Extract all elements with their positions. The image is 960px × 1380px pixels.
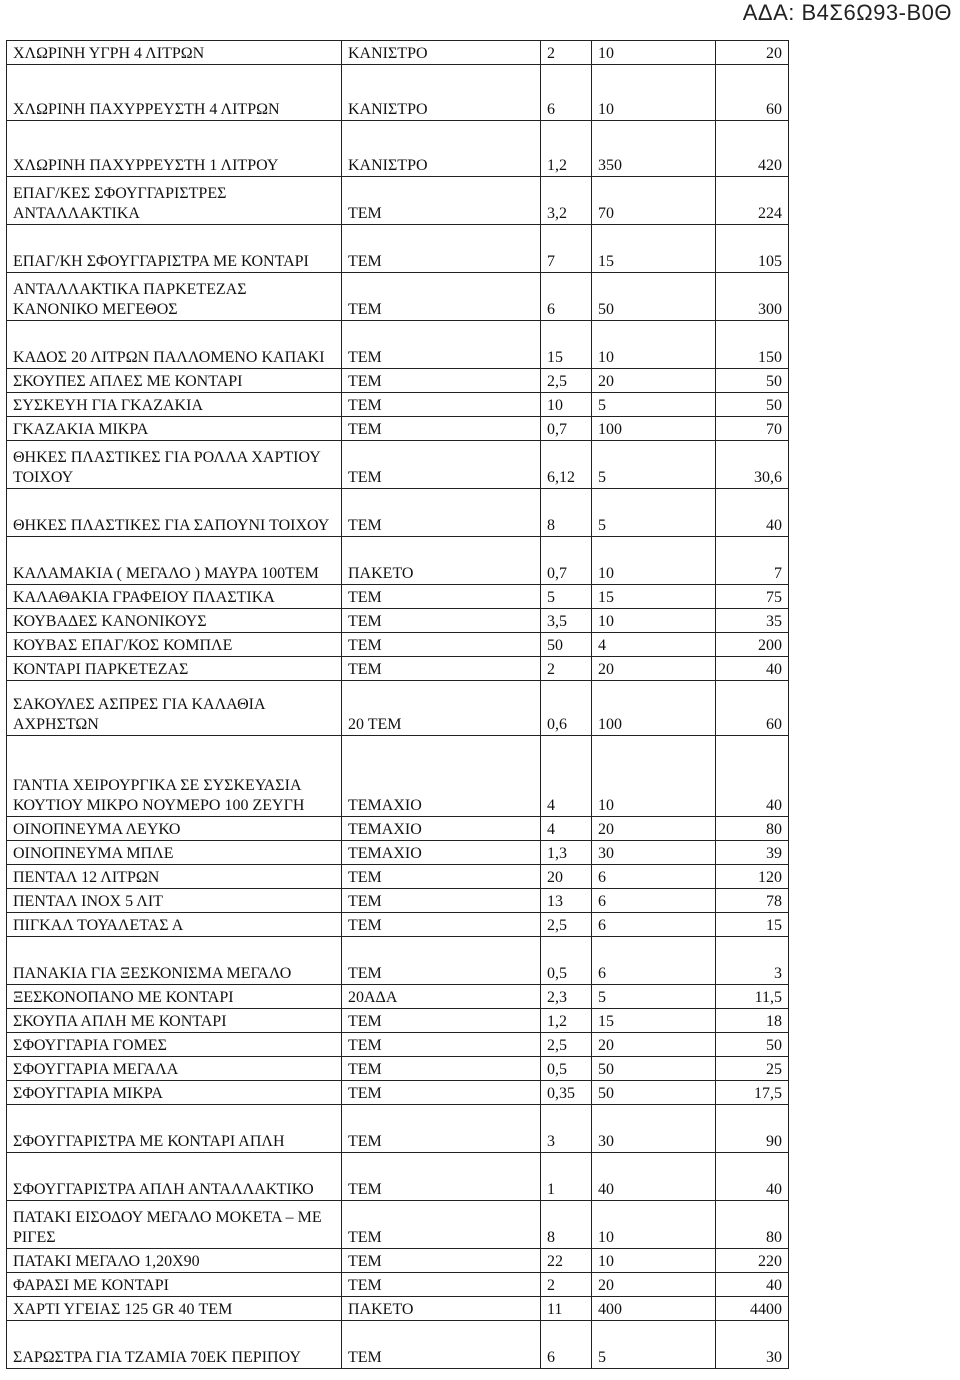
quantity-cell: 30 — [592, 1105, 716, 1153]
item-name-cell: ΣΚΟΥΠΕΣ ΑΠΛΕΣ ΜΕ ΚΟΝΤΑΡΙ — [7, 369, 342, 393]
item-name-cell: ΠΙΓΚΑΛ ΤΟΥΑΛΕΤΑΣ Α — [7, 913, 342, 937]
total-cell: 4400 — [716, 1297, 789, 1321]
unit-price-cell: 0,5 — [541, 1057, 592, 1081]
unit-cell: ΤΕΜ — [342, 657, 541, 681]
item-name-cell: ΚΟΥΒΑΣ ΕΠΑΓ/ΚΟΣ ΚΟΜΠΛΕ — [7, 633, 342, 657]
quantity-cell: 5 — [592, 985, 716, 1009]
item-name-cell: ΠΑΤΑΚΙ ΕΙΣΟΔΟΥ ΜΕΓΑΛΟ ΜΟΚΕΤΑ – ΜΕ ΡΙΓΕΣ — [7, 1201, 342, 1249]
unit-cell: ΤΕΜ — [342, 1153, 541, 1201]
item-name-cell: ΚΟΝΤΑΡΙ ΠΑΡΚΕΤΕΖΑΣ — [7, 657, 342, 681]
unit-cell: ΤΕΜ — [342, 913, 541, 937]
quantity-cell: 10 — [592, 537, 716, 585]
unit-price-cell: 50 — [541, 633, 592, 657]
unit-price-cell: 10 — [541, 393, 592, 417]
unit-cell: ΤΕΜ — [342, 225, 541, 273]
unit-cell: ΤΕΜ — [342, 393, 541, 417]
unit-cell: ΤΕΜ — [342, 1081, 541, 1105]
quantity-cell: 10 — [592, 321, 716, 369]
unit-price-cell: 4 — [541, 736, 592, 817]
unit-price-cell: 0,7 — [541, 417, 592, 441]
table-row — [7, 1105, 789, 1153]
table-row — [7, 321, 789, 369]
total-cell: 30,6 — [716, 441, 789, 489]
item-name-cell: ΚΑΔΟΣ 20 ΛΙΤΡΩΝ ΠΑΛΛΟΜΕΝΟ ΚΑΠΑΚΙ — [7, 321, 342, 369]
quantity-cell: 50 — [592, 273, 716, 321]
item-name-cell: ΧΛΩΡΙΝΗ ΠΑΧΥΡΡΕΥΣΤΗ 1 ΛΙΤΡΟΥ — [7, 121, 342, 177]
unit-cell: ΚΑΝΙΣΤΡΟ — [342, 121, 541, 177]
unit-cell: ΤΕΜ — [342, 633, 541, 657]
unit-price-cell: 2 — [541, 1273, 592, 1297]
unit-cell: ΤΕΜΑΧΙΟ — [342, 841, 541, 865]
total-cell: 25 — [716, 1057, 789, 1081]
table-row — [7, 369, 789, 393]
inventory-table-body — [7, 41, 789, 1369]
quantity-cell: 20 — [592, 817, 716, 841]
table-row — [7, 913, 789, 937]
unit-cell: ΤΕΜ — [342, 321, 541, 369]
table-row — [7, 1081, 789, 1105]
unit-cell: ΠΑΚΕΤΟ — [342, 1297, 541, 1321]
total-cell: 39 — [716, 841, 789, 865]
item-name-cell: ΣΦΟΥΓΓΑΡΙΣΤΡΑ ΜΕ ΚΟΝΤΑΡΙ ΑΠΛΗ — [7, 1105, 342, 1153]
unit-cell: ΤΕΜ — [342, 273, 541, 321]
total-cell: 200 — [716, 633, 789, 657]
unit-cell: ΤΕΜ — [342, 1057, 541, 1081]
table-row — [7, 889, 789, 913]
table-row — [7, 681, 789, 736]
unit-cell: ΤΕΜ — [342, 417, 541, 441]
table-row — [7, 633, 789, 657]
table-row — [7, 393, 789, 417]
unit-price-cell: 1,2 — [541, 121, 592, 177]
unit-price-cell: 13 — [541, 889, 592, 913]
quantity-cell: 6 — [592, 913, 716, 937]
total-cell: 420 — [716, 121, 789, 177]
table-row — [7, 609, 789, 633]
total-cell: 70 — [716, 417, 789, 441]
unit-cell: ΤΕΜ — [342, 369, 541, 393]
item-name-cell: ΠΑΝΑΚΙΑ ΓΙΑ ΞΕΣΚΟΝΙΣΜΑ ΜΕΓΑΛΟ — [7, 937, 342, 985]
quantity-cell: 400 — [592, 1297, 716, 1321]
table-row — [7, 585, 789, 609]
table-row — [7, 1153, 789, 1201]
unit-cell: ΤΕΜ — [342, 1105, 541, 1153]
table-row — [7, 736, 789, 817]
quantity-cell: 10 — [592, 65, 716, 121]
unit-price-cell: 0,6 — [541, 681, 592, 736]
table-row — [7, 489, 789, 537]
unit-cell: ΤΕΜ — [342, 1201, 541, 1249]
total-cell: 75 — [716, 585, 789, 609]
unit-price-cell: 0,5 — [541, 937, 592, 985]
total-cell: 40 — [716, 1153, 789, 1201]
unit-cell: ΤΕΜ — [342, 1273, 541, 1297]
unit-price-cell: 4 — [541, 817, 592, 841]
total-cell: 60 — [716, 681, 789, 736]
total-cell: 60 — [716, 65, 789, 121]
table-row — [7, 1249, 789, 1273]
quantity-cell: 20 — [592, 1273, 716, 1297]
quantity-cell: 100 — [592, 417, 716, 441]
total-cell: 30 — [716, 1321, 789, 1369]
unit-price-cell: 6,12 — [541, 441, 592, 489]
total-cell: 40 — [716, 657, 789, 681]
quantity-cell: 100 — [592, 681, 716, 736]
item-name-cell: ΑΝΤΑΛΛΑΚΤΙΚΑ ΠΑΡΚΕΤΕΖΑΣ ΚΑΝΟΝΙΚΟ ΜΕΓΕΘΟΣ — [7, 273, 342, 321]
unit-cell: ΤΕΜΑΧΙΟ — [342, 736, 541, 817]
unit-price-cell: 8 — [541, 489, 592, 537]
unit-cell: ΤΕΜ — [342, 1033, 541, 1057]
table-row — [7, 1033, 789, 1057]
table-row — [7, 1201, 789, 1249]
unit-price-cell: 0,7 — [541, 537, 592, 585]
unit-price-cell: 11 — [541, 1297, 592, 1321]
unit-cell: ΤΕΜ — [342, 585, 541, 609]
unit-cell: ΤΕΜ — [342, 489, 541, 537]
table-row — [7, 1009, 789, 1033]
quantity-cell: 10 — [592, 1201, 716, 1249]
item-name-cell: ΚΑΛΑΘΑΚΙΑ ΓΡΑΦΕΙΟΥ ΠΛΑΣΤΙΚΑ — [7, 585, 342, 609]
quantity-cell: 4 — [592, 633, 716, 657]
quantity-cell: 15 — [592, 585, 716, 609]
quantity-cell: 6 — [592, 889, 716, 913]
item-name-cell: ΟΙΝΟΠΝΕΥΜΑ ΜΠΛΕ — [7, 841, 342, 865]
total-cell: 50 — [716, 369, 789, 393]
item-name-cell: ΣΦΟΥΓΓΑΡΙΑ ΜΕΓΑΛΑ — [7, 1057, 342, 1081]
unit-cell: ΤΕΜ — [342, 865, 541, 889]
quantity-cell: 6 — [592, 937, 716, 985]
unit-price-cell: 2,3 — [541, 985, 592, 1009]
table-row — [7, 441, 789, 489]
table-row — [7, 121, 789, 177]
total-cell: 300 — [716, 273, 789, 321]
unit-cell: ΤΕΜ — [342, 1249, 541, 1273]
item-name-cell: ΓΚΑΖΑΚΙΑ ΜΙΚΡΑ — [7, 417, 342, 441]
unit-cell: 20 ΤΕΜ — [342, 681, 541, 736]
item-name-cell: ΟΙΝΟΠΝΕΥΜΑ ΛΕΥΚΟ — [7, 817, 342, 841]
table-row — [7, 865, 789, 889]
quantity-cell: 5 — [592, 489, 716, 537]
unit-price-cell: 2 — [541, 657, 592, 681]
total-cell: 18 — [716, 1009, 789, 1033]
item-name-cell: ΓΑΝΤΙΑ ΧΕΙΡΟΥΡΓΙΚΑ ΣΕ ΣΥΣΚΕΥΑΣΙΑ ΚΟΥΤΙΟΥ ΜΙΚΡΟ ΝΟΥΜΕΡΟ 100 ΖΕΥΓΗ — [7, 736, 342, 817]
total-cell: 40 — [716, 489, 789, 537]
unit-price-cell: 1,3 — [541, 841, 592, 865]
table-row — [7, 985, 789, 1009]
unit-price-cell: 6 — [541, 65, 592, 121]
unit-cell: ΤΕΜ — [342, 937, 541, 985]
item-name-cell: ΣΦΟΥΓΓΑΡΙΑ ΓΟΜΕΣ — [7, 1033, 342, 1057]
ada-code: ΑΔΑ: Β4Σ6Ω93-Β0Θ — [742, 0, 952, 25]
item-name-cell: ΣΚΟΥΠΑ ΑΠΛΗ ΜΕ ΚΟΝΤΑΡΙ — [7, 1009, 342, 1033]
quantity-cell: 15 — [592, 1009, 716, 1033]
unit-price-cell: 1,2 — [541, 1009, 592, 1033]
unit-price-cell: 1 — [541, 1153, 592, 1201]
table-row — [7, 537, 789, 585]
total-cell: 150 — [716, 321, 789, 369]
unit-price-cell: 2,5 — [541, 913, 592, 937]
item-name-cell: ΞΕΣΚΟΝΟΠΑΝΟ ΜΕ ΚΟΝΤΑΡΙ — [7, 985, 342, 1009]
quantity-cell: 5 — [592, 1321, 716, 1369]
total-cell: 105 — [716, 225, 789, 273]
total-cell: 90 — [716, 1105, 789, 1153]
total-cell: 7 — [716, 537, 789, 585]
unit-price-cell: 20 — [541, 865, 592, 889]
unit-price-cell: 15 — [541, 321, 592, 369]
total-cell: 3 — [716, 937, 789, 985]
total-cell: 120 — [716, 865, 789, 889]
item-name-cell: ΚΑΛΑΜΑΚΙΑ ( ΜΕΓΑΛΟ ) ΜΑΥΡΑ 100ΤΕΜ — [7, 537, 342, 585]
quantity-cell: 15 — [592, 225, 716, 273]
total-cell: 40 — [716, 736, 789, 817]
unit-price-cell: 2,5 — [541, 1033, 592, 1057]
inventory-table — [6, 40, 789, 1369]
table-row — [7, 1321, 789, 1369]
unit-price-cell: 6 — [541, 273, 592, 321]
unit-price-cell: 7 — [541, 225, 592, 273]
unit-cell: 20ΑΔΑ — [342, 985, 541, 1009]
unit-price-cell: 8 — [541, 1201, 592, 1249]
item-name-cell: ΕΠΑΓ/ΚΗ ΣΦΟΥΓΓΑΡΙΣΤΡΑ ΜΕ ΚΟΝΤΑΡΙ — [7, 225, 342, 273]
table-row — [7, 841, 789, 865]
unit-price-cell: 0,35 — [541, 1081, 592, 1105]
total-cell: 50 — [716, 1033, 789, 1057]
table-row — [7, 1057, 789, 1081]
item-name-cell: ΣΑΚΟΥΛΕΣ ΑΣΠΡΕΣ ΓΙΑ ΚΑΛΑΘΙΑ ΑΧΡΗΣΤΩΝ — [7, 681, 342, 736]
unit-cell: ΚΑΝΙΣΤΡΟ — [342, 65, 541, 121]
quantity-cell: 6 — [592, 865, 716, 889]
total-cell: 80 — [716, 1201, 789, 1249]
unit-price-cell: 3,5 — [541, 609, 592, 633]
total-cell: 80 — [716, 817, 789, 841]
item-name-cell: ΣΦΟΥΓΓΑΡΙΣΤΡΑ ΑΠΛΗ ΑΝΤΑΛΛΑΚΤΙΚΟ — [7, 1153, 342, 1201]
item-name-cell: ΘΗΚΕΣ ΠΛΑΣΤΙΚΕΣ ΓΙΑ ΡΟΛΛΑ ΧΑΡΤΙΟΥ ΤΟΙΧΟΥ — [7, 441, 342, 489]
table-row — [7, 273, 789, 321]
item-name-cell: ΧΛΩΡΙΝΗ ΥΓΡΗ 4 ΛΙΤΡΩΝ — [7, 41, 342, 65]
item-name-cell: ΚΟΥΒΑΔΕΣ ΚΑΝΟΝΙΚΟΥΣ — [7, 609, 342, 633]
item-name-cell: ΧΑΡΤΙ ΥΓΕΙΑΣ 125 GR 40 ΤΕΜ — [7, 1297, 342, 1321]
unit-cell: ΠΑΚΕΤΟ — [342, 537, 541, 585]
unit-price-cell: 6 — [541, 1321, 592, 1369]
item-name-cell: ΧΛΩΡΙΝΗ ΠΑΧΥΡΡΕΥΣΤΗ 4 ΛΙΤΡΩΝ — [7, 65, 342, 121]
quantity-cell: 30 — [592, 841, 716, 865]
item-name-cell: ΦΑΡΑΣΙ ΜΕ ΚΟΝΤΑΡΙ — [7, 1273, 342, 1297]
total-cell: 15 — [716, 913, 789, 937]
unit-cell: ΤΕΜ — [342, 177, 541, 225]
table-row — [7, 657, 789, 681]
unit-price-cell: 2,5 — [541, 369, 592, 393]
table-row — [7, 41, 789, 65]
table-row — [7, 817, 789, 841]
unit-price-cell: 3 — [541, 1105, 592, 1153]
total-cell: 11,5 — [716, 985, 789, 1009]
table-row — [7, 417, 789, 441]
item-name-cell: ΣΥΣΚΕΥΗ ΓΙΑ ΓΚΑΖΑΚΙΑ — [7, 393, 342, 417]
unit-price-cell: 2 — [541, 41, 592, 65]
total-cell: 220 — [716, 1249, 789, 1273]
item-name-cell: ΠΕΝΤΑΛ 12 ΛΙΤΡΩΝ — [7, 865, 342, 889]
quantity-cell: 20 — [592, 1033, 716, 1057]
quantity-cell: 20 — [592, 369, 716, 393]
quantity-cell: 10 — [592, 41, 716, 65]
quantity-cell: 10 — [592, 609, 716, 633]
item-name-cell: ΣΦΟΥΓΓΑΡΙΑ ΜΙΚΡΑ — [7, 1081, 342, 1105]
total-cell: 224 — [716, 177, 789, 225]
quantity-cell: 70 — [592, 177, 716, 225]
total-cell: 17,5 — [716, 1081, 789, 1105]
item-name-cell: ΠΕΝΤΑΛ ΙΝΟΧ 5 ΛΙΤ — [7, 889, 342, 913]
item-name-cell: ΕΠΑΓ/ΚΕΣ ΣΦΟΥΓΓΑΡΙΣΤΡΕΣ ΑΝΤΑΛΛΑΚΤΙΚΑ — [7, 177, 342, 225]
item-name-cell: ΣΑΡΩΣΤΡΑ ΓΙΑ ΤΖΑΜΙΑ 70ΕΚ ΠΕΡΙΠΟΥ — [7, 1321, 342, 1369]
unit-cell: ΤΕΜ — [342, 441, 541, 489]
quantity-cell: 5 — [592, 393, 716, 417]
total-cell: 78 — [716, 889, 789, 913]
unit-cell: ΤΕΜ — [342, 889, 541, 913]
item-name-cell: ΘΗΚΕΣ ΠΛΑΣΤΙΚΕΣ ΓΙΑ ΣΑΠΟΥΝΙ ΤΟΙΧΟΥ — [7, 489, 342, 537]
unit-price-cell: 3,2 — [541, 177, 592, 225]
unit-cell: ΤΕΜΑΧΙΟ — [342, 817, 541, 841]
total-cell: 50 — [716, 393, 789, 417]
unit-cell: ΚΑΝΙΣΤΡΟ — [342, 41, 541, 65]
quantity-cell: 50 — [592, 1081, 716, 1105]
table-row — [7, 1273, 789, 1297]
quantity-cell: 20 — [592, 657, 716, 681]
item-name-cell: ΠΑΤΑΚΙ ΜΕΓΑΛΟ 1,20Χ90 — [7, 1249, 342, 1273]
table-row — [7, 225, 789, 273]
total-cell: 40 — [716, 1273, 789, 1297]
quantity-cell: 5 — [592, 441, 716, 489]
quantity-cell: 40 — [592, 1153, 716, 1201]
quantity-cell: 50 — [592, 1057, 716, 1081]
unit-price-cell: 5 — [541, 585, 592, 609]
table-row — [7, 65, 789, 121]
total-cell: 35 — [716, 609, 789, 633]
total-cell: 20 — [716, 41, 789, 65]
table-row — [7, 1297, 789, 1321]
unit-cell: ΤΕΜ — [342, 1009, 541, 1033]
unit-cell: ΤΕΜ — [342, 609, 541, 633]
table-row — [7, 177, 789, 225]
unit-price-cell: 22 — [541, 1249, 592, 1273]
table-row — [7, 937, 789, 985]
quantity-cell: 10 — [592, 736, 716, 817]
quantity-cell: 10 — [592, 1249, 716, 1273]
quantity-cell: 350 — [592, 121, 716, 177]
unit-cell: ΤΕΜ — [342, 1321, 541, 1369]
